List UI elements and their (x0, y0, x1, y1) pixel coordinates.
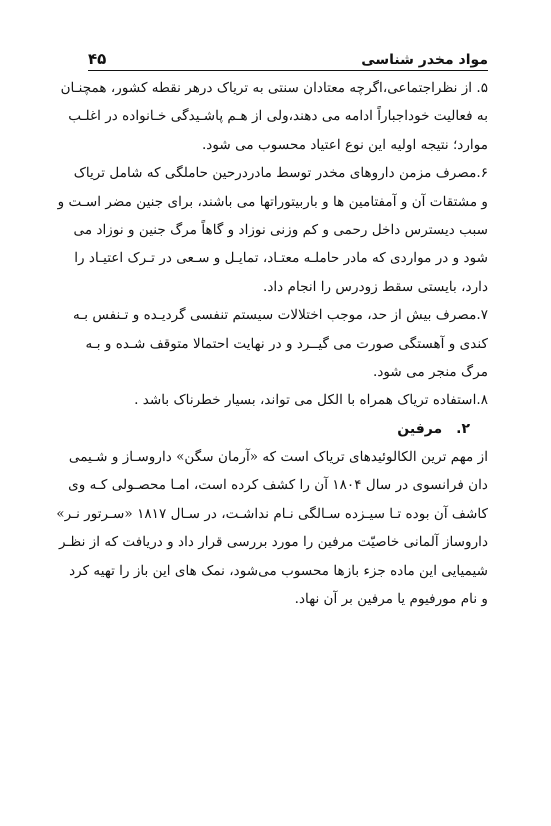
section-title: مرفین (397, 420, 443, 437)
text-line: شیمیایی این ماده جزء بازها محسوب می‌شود، نمک های این باز را تهیه کرد (69, 562, 488, 579)
text-line: دان فرانسوی در سال ۱۸۰۴ آن را کشف کرده است، امـا محصـولی کـه وی (68, 477, 488, 494)
text-line: ۷.مصرف بیش از حد، موجب اختلالات سیستم تنفسی گردیـده و تـنفس بـه (72, 307, 488, 324)
text-line: کاشف آن بوده تـا سیـزده سـالگی نـام نداشـت، در سـال ۱۸۱۷ «سـرتور نـر» (56, 505, 488, 522)
section-heading (88, 415, 488, 443)
page-number: ۴۵ (88, 50, 107, 68)
text-line: ۵. از نظراجتماعی،اگرچه معتادان سنتی به تریاک درهر نقطه کشور، همچنـان (60, 80, 488, 96)
text-line: به فعالیت خوداجباراً ادامه می دهند،ولی از هـم پاشـیدگی خـانواده در اغلـب (68, 108, 488, 125)
text-line: ۸.استفاده تریاک همراه با الکل می تواند، بسیار خطرناک باشد . (134, 392, 488, 409)
text-line: مرگ منجر می شود. (373, 363, 488, 380)
header-rule (88, 70, 488, 71)
text-line: و نام مورفیوم یا مرفین بر آن نهاد. (294, 591, 488, 608)
text-line: از مهم ترین الکالوئیدهای تریاک است که «آرمان سگن» داروسـاز و شـیمی (68, 449, 488, 466)
text-line: دارد، بایستی سقط زودرس را انجام داد. (263, 278, 488, 295)
text-line: سبب دیسترس داخل رحمی و کم وزنی نوزاد و گاهاً مرگ جنین و نوزاد می (73, 221, 488, 238)
text-line: کندی و آهستگی صورت می گیــرد و در نهایت احتمالا متوقف شـده و بـه (85, 335, 488, 352)
text-line: موارد؛ نتیجه اولیه این نوع اعتیاد محسوب می شود. (201, 136, 488, 153)
section-number: ۲. (456, 420, 470, 437)
running-title: مواد مخدر شناسی (361, 52, 488, 68)
text-line: داروساز آلمانی خاصیّت مرفین را مورد بررسی قرار داد و دریافت که از نظـر (58, 534, 488, 551)
body-text (56, 74, 488, 613)
text-line: شود و در مواردی که مادر حاملـه معتـاد، تمایـل و سـعی در تـرک اعتیـاد را (74, 250, 488, 267)
text-line: و مشتقات آن و آمفتامین ها و باربیتوراتها می باشند، برای جنین مضر اسـت و (57, 193, 488, 210)
page-header (88, 44, 488, 68)
text-line: ۶.مصرف مزمن داروهای مخدر توسط مادردرحین حاملگی که شامل تریاک (73, 165, 488, 182)
